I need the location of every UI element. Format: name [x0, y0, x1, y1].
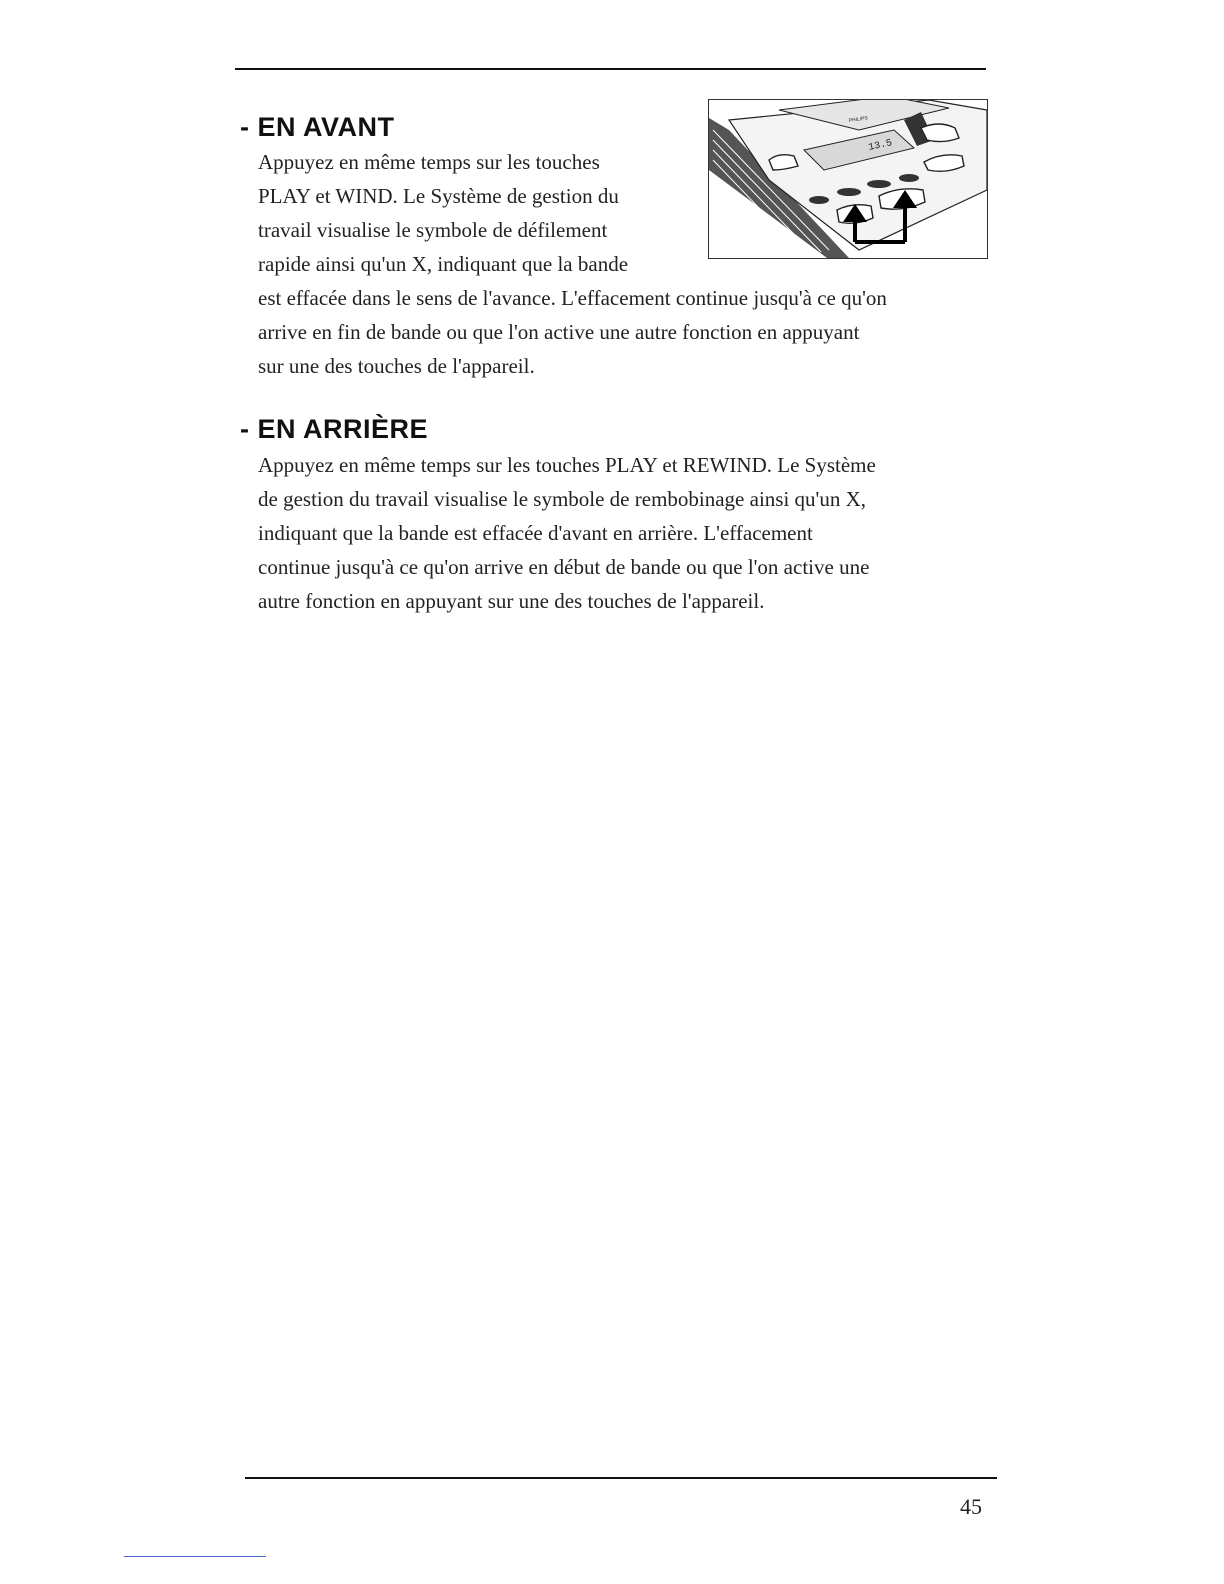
text-line: Appuyez en même temps sur les touches PLAY et REWIND. Le Système — [258, 453, 876, 477]
device-illustration — [708, 99, 988, 259]
text-line: est effacée dans le sens de l'avance. L'effacement continue jusqu'à ce qu'on — [258, 286, 887, 310]
heading-en-arriere: - EN ARRIÈRE — [240, 414, 429, 444]
transcriber-drawing — [709, 100, 987, 258]
text-line: sur une des touches de l'appareil. — [258, 354, 535, 378]
text-line: arrive en fin de bande ou que l'on active une autre fonction en appuyant — [258, 320, 860, 344]
heading-en-avant: - EN AVANT — [240, 112, 395, 142]
button-right-top — [921, 124, 959, 142]
text-line: continue jusqu'à ce qu'on arrive en début de bande ou que l'on active une — [258, 555, 870, 579]
display-readout: 13.5 — [867, 138, 894, 154]
text-line: rapide ainsi qu'un X, indiquant que la bande — [258, 252, 629, 276]
text-line: PLAY et WIND. Le Système de gestion du — [258, 184, 619, 208]
text-line: travail visualise le symbole de défilement — [258, 218, 608, 242]
brand-label: PHILIPS — [848, 115, 869, 124]
link-underline — [124, 1556, 266, 1557]
text-line: indiquant que la bande est effacée d'avant en arrière. L'effacement — [258, 521, 813, 545]
text-line: Appuyez en même temps sur les touches — [258, 150, 600, 174]
top-rule — [235, 68, 986, 70]
text-line: autre fonction en appuyant sur une des touches de l'appareil. — [258, 589, 765, 613]
paragraph-en-arriere — [258, 448, 978, 618]
page-number: 45 — [960, 1494, 982, 1519]
text-line: de gestion du travail visualise le symbole de rembobinage ainsi qu'un X, — [258, 487, 866, 511]
button-left-top — [769, 155, 798, 170]
bottom-rule — [245, 1477, 997, 1479]
